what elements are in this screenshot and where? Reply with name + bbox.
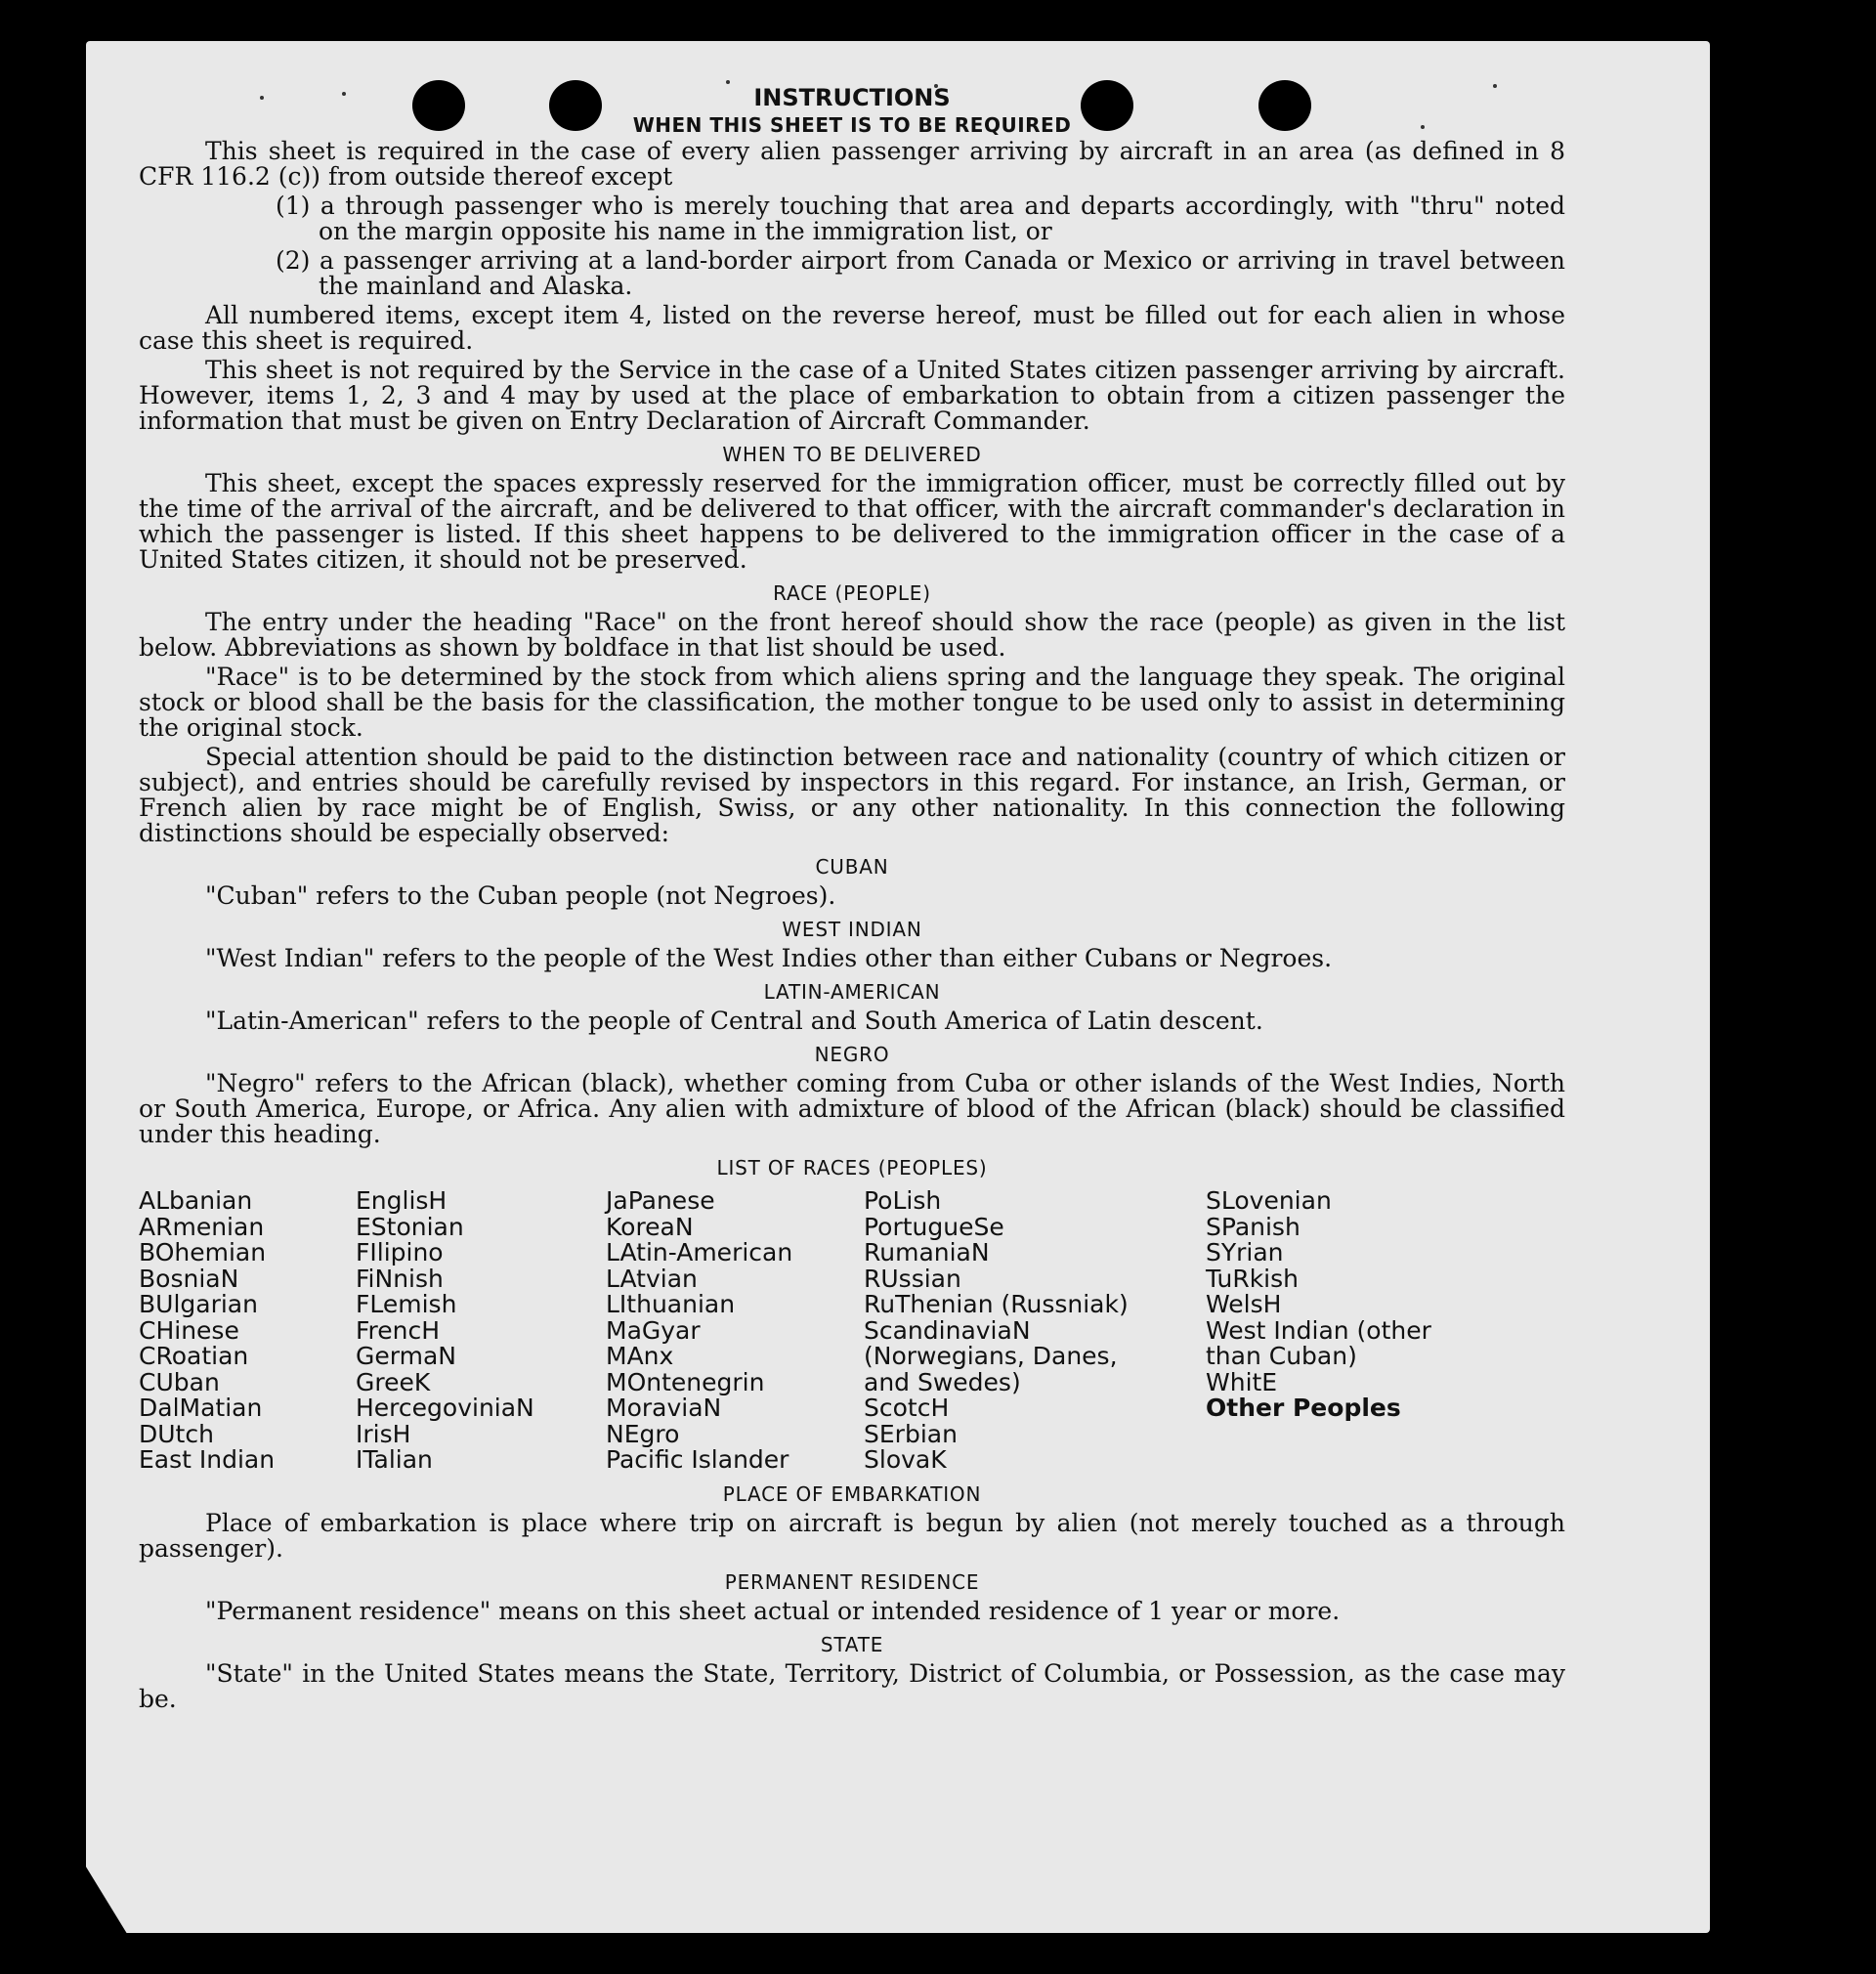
race-item: SPanish <box>1206 1212 1300 1241</box>
paragraph: Special attention should be paid to the distinction between race and nationality (country of which citizen or subject), and entries should be carefully revised by inspectors in this regard. For instance, an Irish, German, or French alien by race might be of English, Swiss, or any other nationality. In this connection the following distinctions should be especially observed: <box>139 743 1565 847</box>
race-item: BOhemian <box>139 1238 267 1266</box>
page-title: INSTRUCTIONS <box>753 84 951 111</box>
section-heading-delivered: WHEN TO BE DELIVERED <box>722 443 982 466</box>
section-heading-required: WHEN THIS SHEET IS TO BE REQUIRED <box>632 113 1072 137</box>
race-item: TuRkish <box>1206 1264 1299 1293</box>
paragraph: "Cuban" refers to the Cuban people (not Negroes). <box>205 881 836 910</box>
races-column <box>139 1188 356 1474</box>
race-item: WhitE <box>1206 1367 1278 1396</box>
race-item: FiNnish <box>356 1264 444 1293</box>
paragraph: "Latin-American" refers to the people of Central and South America of Latin descent. <box>205 1007 1263 1035</box>
paragraph: "State" in the United States means the State, Territory, District of Columbia, or Possession, as the case may be. <box>139 1658 1565 1713</box>
race-item: SErbian <box>864 1419 958 1448</box>
race-item: PortugueSe <box>864 1212 1004 1241</box>
race-item: CRoatian <box>139 1342 249 1370</box>
race-item: SlovaK <box>864 1445 947 1474</box>
race-item: EnglisH <box>356 1186 448 1215</box>
paragraph: The entry under the heading "Race" on the front hereof should show the race (people) as given in the list below. Abbreviations as shown by boldface in that list should be used. <box>139 608 1565 662</box>
paragraph: "Race" is to be determined by the stock from which aliens spring and the language they speak. The original stock or blood shall be the basis for the classification, the mother tongue to be used only to assist in determining the original stock. <box>139 663 1565 742</box>
race-item: ITalian <box>356 1445 433 1474</box>
paragraph: This sheet is required in the case of every alien passenger arriving by aircraft in an area (as defined in 8 CFR 116.2 (c)) from outside thereof except <box>139 137 1565 191</box>
race-item: MOntenegrin <box>606 1367 765 1396</box>
race-item: FrencH <box>356 1315 441 1345</box>
race-item: ALbanian <box>139 1186 253 1215</box>
race-item: MAnx <box>606 1342 674 1370</box>
section-heading-west-indian: WEST INDIAN <box>782 918 922 941</box>
races-column <box>606 1188 864 1474</box>
race-item: RUssian <box>864 1264 961 1293</box>
section-heading-negro: NEGRO <box>814 1043 890 1066</box>
exception-item-1: (1) a through passenger who is merely touching that area and departs accordingly, with "thru" noted on the margin opposite his name in the immigration list, or <box>276 192 1565 245</box>
race-item: SLovenian <box>1206 1186 1332 1215</box>
race-item: DalMatian <box>139 1394 263 1422</box>
race-item: Pacific Islander <box>606 1445 789 1474</box>
race-item: LAtin-American <box>606 1238 793 1266</box>
race-item: FLemish <box>356 1290 457 1318</box>
section-heading-list-of-races: LIST OF RACES (PEOPLES) <box>716 1156 988 1180</box>
section-heading-state: STATE <box>820 1632 884 1656</box>
race-item: LIthuanian <box>606 1290 736 1318</box>
race-item: SYrian <box>1206 1238 1284 1266</box>
section-heading-cuban: CUBAN <box>815 855 889 879</box>
race-item: BosniaN <box>139 1264 239 1293</box>
section-heading-embarkation: PLACE OF EMBARKATION <box>722 1481 982 1506</box>
paragraph: "Permanent residence" means on this sheet actual or intended residence of 1 year or more. <box>205 1596 1341 1625</box>
race-item: JaPanese <box>606 1186 715 1215</box>
race-item: ARmenian <box>139 1212 265 1241</box>
paragraph: All numbered items, except item 4, listed on the reverse hereof, must be filled out for each alien in whose case this sheet is required. <box>139 301 1565 355</box>
races-column <box>864 1188 1206 1474</box>
races-column <box>356 1188 606 1474</box>
races-column <box>1206 1188 1499 1474</box>
race-item: WelsH <box>1206 1290 1282 1318</box>
section-heading-residence: PERMANENT RESIDENCE <box>724 1569 980 1594</box>
section-heading-race: RACE (PEOPLE) <box>773 581 931 605</box>
race-item: Other Peoples <box>1206 1394 1401 1422</box>
race-item: RuThenian (Russniak) <box>864 1290 1129 1318</box>
race-item: GreeK <box>356 1367 431 1396</box>
paragraph: "West Indian" refers to the people of the West Indies other than either Cubans or Negroes. <box>205 944 1333 972</box>
race-item: MoraviaN <box>606 1394 722 1422</box>
exception-item-2: (2) a passenger arriving at a land-border airport from Canada or Mexico or arriving in travel between the mainland and Alaska. <box>276 246 1565 300</box>
race-item: CHinese <box>139 1315 239 1345</box>
paragraph: Place of embarkation is place where trip on aircraft is begun by alien (not merely touched as a through passenger). <box>139 1508 1565 1563</box>
instructions-content <box>139 84 1565 1712</box>
race-item: ScandinaviaN (Norwegians, Danes, and Swedes) <box>864 1315 1118 1396</box>
paragraph: "Negro" refers to the African (black), whether coming from Cuba or other islands of the West Indies, North or South America, Europe, or Africa. Any alien with admixture of blood of the African (black) should be classified under this heading. <box>139 1069 1565 1148</box>
race-item: GermaN <box>356 1342 456 1370</box>
race-item: RumaniaN <box>864 1238 990 1266</box>
race-item: NEgro <box>606 1419 680 1448</box>
paragraph: This sheet, except the spaces expressly reserved for the immigration officer, must be correctly filled out by the time of the arrival of the aircraft, and be delivered to that officer, with the aircraft commander's declaration in which the passenger is listed. If this sheet happens to be delivered to the immigration officer in the case of a United States citizen, it should not be preserved. <box>139 469 1565 574</box>
race-item: PoLish <box>864 1186 942 1215</box>
race-item: EStonian <box>356 1212 464 1241</box>
race-item: MaGyar <box>606 1315 701 1345</box>
section-heading-latin-american: LATIN-AMERICAN <box>763 980 941 1004</box>
race-item: BUlgarian <box>139 1290 258 1318</box>
paragraph: This sheet is not required by the Service in the case of a United States citizen passenger arriving by aircraft. However, items 1, 2, 3 and 4 may by used at the place of embarkation to obtain from a citizen passenger the information that must be given on Entry Declaration of Aircraft Commander. <box>139 356 1565 435</box>
race-item: IrisH <box>356 1419 411 1448</box>
race-item: CUban <box>139 1367 220 1396</box>
race-item: KoreaN <box>606 1212 694 1241</box>
race-item: East Indian <box>139 1445 276 1474</box>
race-item: DUtch <box>139 1419 214 1448</box>
race-item: FIlipino <box>356 1238 444 1266</box>
race-item: ScotcH <box>864 1394 950 1422</box>
race-item: HercegoviniaN <box>356 1394 534 1422</box>
race-item: LAtvian <box>606 1264 698 1293</box>
race-item: West Indian (other than Cuban) <box>1206 1315 1431 1370</box>
races-list <box>139 1188 1565 1474</box>
